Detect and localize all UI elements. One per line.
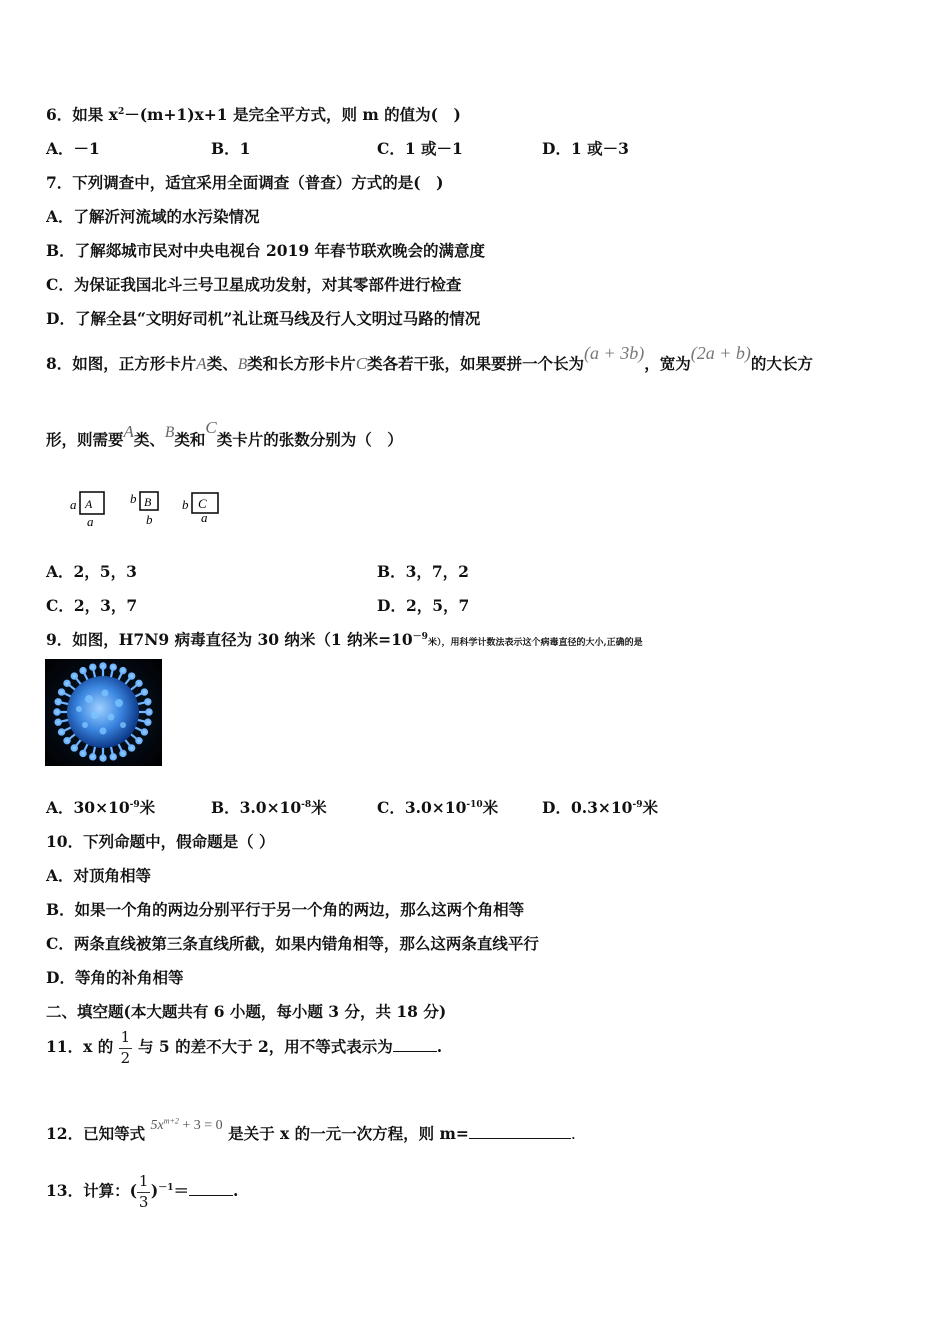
q11-fraction: $\frac{1}{2}$ xyxy=(120,1028,131,1067)
virus-spike-tip xyxy=(129,673,134,678)
virus-spike-tip xyxy=(145,720,150,725)
card-c-label: C xyxy=(198,496,207,511)
q11-answer-blank[interactable] xyxy=(393,1051,437,1052)
virus-spike-tip xyxy=(64,681,69,686)
q9-stem: 9．如图，H7N9 病毒直径为 30 纳米（1 纳米$=10^{-9}$米），用科学计数法表示这个病毒直径的大小,正确的是 xyxy=(46,630,643,649)
q9-option-a: A．$30\times 10^{-9}$米 xyxy=(46,798,156,817)
virus-spike-tip xyxy=(120,751,125,756)
q8-card-figure xyxy=(64,484,244,530)
virus-spike-tip xyxy=(136,738,141,743)
q8-card-a-name: A xyxy=(196,354,207,373)
card-b-label: B xyxy=(144,495,152,509)
q6-option-b: B．1 xyxy=(211,139,251,158)
section-2-heading: 二、填空题(本大题共有 6 小题，每小题 3 分，共 18 分) xyxy=(46,1002,447,1021)
q8-option-b: B．3，7，2 xyxy=(377,562,469,581)
card-b-bottom-label: b xyxy=(146,512,153,527)
q6-stem: 6．如果 $x^2-(m+1)x+1$ 是完全平方式，则 m 的值为( ) xyxy=(46,105,461,124)
q10-option-c: C．两条直线被第三条直线所截，如果内错角相等，那么这两条直线平行 xyxy=(46,934,539,953)
q13-fraction: $\frac{1}{3}$ xyxy=(138,1172,149,1211)
virus-spike-tip xyxy=(72,673,77,678)
virus-spike-tip xyxy=(129,745,134,750)
q6-option-d: D．1 或－3 xyxy=(542,139,629,158)
virus-image xyxy=(45,659,162,766)
q7-stem: 7．下列调查中，适宜采用全面调查（普查）方式的是( ) xyxy=(46,173,444,192)
q8-option-d: D．2，5，7 xyxy=(377,596,470,615)
virus-spike-tip xyxy=(80,668,85,673)
q8-option-c: C．2，3，7 xyxy=(46,596,138,615)
q12: 12．已知等式 $5x^{m+2} + 3 = 0$ 是关于 x 的一元一次方程，则 m= . xyxy=(46,1116,576,1143)
virus-spike-tip xyxy=(90,754,95,759)
q8-stem-line2: 形，则需要A类、B类和C类卡片的张数分别为（ ） xyxy=(46,418,403,449)
q8-card-b-name: B xyxy=(237,356,248,373)
q8-length-expr: (a + 3b) xyxy=(584,343,645,363)
q12-answer-blank[interactable] xyxy=(469,1138,571,1139)
q7-option-c: C．为保证我国北斗三号卫星成功发射，对其零部件进行检查 xyxy=(46,275,462,294)
q8-width-expr: (2a + b) xyxy=(690,343,751,363)
q7-option-a: A．了解沂河流域的水污染情况 xyxy=(46,207,260,226)
virus-spike-tip xyxy=(80,751,85,756)
virus-spike-tip xyxy=(64,738,69,743)
virus-spike-tip xyxy=(142,729,147,734)
card-a-label: A xyxy=(85,497,93,511)
virus-spike-tip xyxy=(59,729,64,734)
card-a-bottom-label: a xyxy=(87,514,94,529)
q13: 13．计算：( $\frac{1}{3}$ )$^{-1}$＝ . xyxy=(46,1172,239,1211)
virus-spike-tip xyxy=(145,699,150,704)
q12-equation: $5x^{m+2} + 3 = 0$ xyxy=(150,1116,223,1133)
q8-stem-line1: 8．如图，正方形卡片A类、B类和长方形卡片C类各若干张，如果要拼一个长为(a + 3b)，宽为(2a + b)的大长方 xyxy=(46,343,813,373)
virus-spike-tip xyxy=(136,681,141,686)
virus-spike-tip xyxy=(54,709,59,714)
q10-stem: 10．下列命题中，假命题是（ ） xyxy=(46,832,275,851)
q8-option-a: A．2，5，3 xyxy=(46,562,137,581)
q9-option-d: D．$0.3\times 10^{-9}$米 xyxy=(542,798,658,817)
q8-card-c-name: C xyxy=(355,354,368,373)
virus-spike-tip xyxy=(120,668,125,673)
card-c-side-label: b xyxy=(182,497,189,512)
virus-spike-tip xyxy=(56,699,61,704)
card-a-side-label: a xyxy=(70,497,77,512)
q10-option-a: A．对顶角相等 xyxy=(46,866,152,885)
virus-spike-tip xyxy=(111,754,116,759)
virus-spike-tip xyxy=(59,689,64,694)
virus-spike-tip xyxy=(142,689,147,694)
q10-option-d: D．等角的补角相等 xyxy=(46,968,184,987)
card-c-bottom-label: a xyxy=(201,510,208,525)
virus-spike-tip xyxy=(56,720,61,725)
virus-spike-tip xyxy=(90,665,95,670)
card-b-side-label: b xyxy=(130,491,137,506)
q6-option-a: A．－1 xyxy=(46,139,100,158)
q13-answer-blank[interactable] xyxy=(189,1195,233,1196)
virus-spike-tip xyxy=(146,709,151,714)
virus-spike-tip xyxy=(100,663,105,668)
q9-option-c: C．$3.0\times 10^{-10}$米 xyxy=(377,798,499,817)
virus-spike-tip xyxy=(72,745,77,750)
virus-spike-tip xyxy=(100,755,105,760)
q7-option-b: B．了解郯城市民对中央电视台 2019 年春节联欢晚会的满意度 xyxy=(46,241,486,260)
q6-option-c: C．1 或－1 xyxy=(377,139,463,158)
virus-spike-tip xyxy=(111,665,116,670)
q9-option-b: B．$3.0\times 10^{-8}$米 xyxy=(211,798,327,817)
q7-option-d: D．了解全县“文明好司机”礼让斑马线及行人文明过马路的情况 xyxy=(46,309,481,328)
q10-option-b: B．如果一个角的两边分别平行于另一个角的两边，那么这两个角相等 xyxy=(46,900,525,919)
q11: 11．x 的 $\frac{1}{2}$ 与 5 的差不大于 2，用不等式表示为 . xyxy=(46,1028,443,1067)
